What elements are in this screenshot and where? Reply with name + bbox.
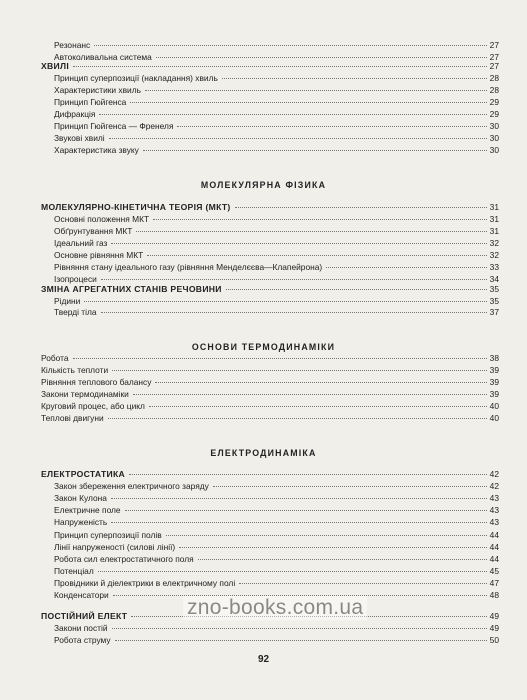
toc-entry-page: 44 xyxy=(489,542,499,552)
toc-leader xyxy=(239,583,487,584)
toc-leader xyxy=(136,231,487,232)
toc-entry xyxy=(41,413,499,424)
toc-entry xyxy=(54,542,499,553)
toc-leader xyxy=(112,370,487,371)
toc-entry-label: Основне рівняння МКТ xyxy=(54,250,144,260)
toc-entry-page: 35 xyxy=(489,284,499,294)
toc-entry-page: 49 xyxy=(489,623,499,633)
section-heading: ОСНОВИ ТЕРМОДИНАМІКИ xyxy=(191,342,336,352)
toc-leader xyxy=(179,547,487,548)
toc-leader xyxy=(326,267,487,268)
toc-leader xyxy=(133,394,487,395)
toc-entry xyxy=(54,578,499,589)
toc-entry-label: ХВИЛІ xyxy=(41,61,70,71)
toc-entry-label: ЕЛЕКТРОСТАТИКА xyxy=(41,469,126,479)
toc-entry-page: 42 xyxy=(489,481,499,491)
toc-entry xyxy=(54,505,499,516)
toc-entry xyxy=(54,40,499,51)
toc-entry-page: 43 xyxy=(489,517,499,527)
toc-entry-page: 32 xyxy=(489,250,499,260)
toc-entry-page: 33 xyxy=(489,262,499,272)
toc-leader xyxy=(155,382,487,383)
toc-entry-label: Принцип Гюйгенса xyxy=(54,97,127,107)
toc-leader xyxy=(129,474,487,475)
toc-entry xyxy=(54,481,499,492)
toc-entry xyxy=(54,214,499,225)
toc-entry-label: Закони постій xyxy=(54,623,108,633)
toc-entry-page: 35 xyxy=(489,296,499,306)
toc-entry-page: 27 xyxy=(489,40,499,50)
toc-entry-label: Конденсатори xyxy=(54,590,109,600)
toc-leader xyxy=(125,510,487,511)
toc-entry-label: Лінії напруженості (силові лінії) xyxy=(54,542,176,552)
toc-leader xyxy=(143,150,487,151)
toc-entry-page: 39 xyxy=(489,389,499,399)
toc-entry xyxy=(54,566,499,577)
toc-entry-label: МОЛЕКУЛЯРНО-КІНЕТИЧНА ТЕОРІЯ (МКТ) xyxy=(41,202,231,212)
toc-entry-page: 31 xyxy=(489,202,499,212)
toc-entry-page: 38 xyxy=(489,353,499,363)
toc-entry-page: 37 xyxy=(489,307,499,317)
toc-entry-page: 31 xyxy=(489,214,499,224)
toc-entry xyxy=(54,73,499,84)
toc-leader xyxy=(98,571,487,572)
toc-entry xyxy=(54,238,499,249)
toc-leader xyxy=(99,114,487,115)
toc-entry-page: 44 xyxy=(489,530,499,540)
toc-entry-label: ЗМІНА АГРЕГАТНИХ СТАНІВ РЕЧОВИНИ xyxy=(41,284,222,294)
toc-entry-label: Закон Кулона xyxy=(54,493,107,503)
toc-leader xyxy=(108,418,487,419)
toc-entry xyxy=(41,353,499,364)
toc-leader xyxy=(226,289,487,290)
toc-leader xyxy=(101,279,487,280)
toc-entry xyxy=(54,250,499,261)
toc-entry xyxy=(54,493,499,504)
toc-entry-major xyxy=(41,61,499,72)
watermark: zno-books.com.ua xyxy=(183,596,367,620)
toc-entry-label: Обґрунтування МКТ xyxy=(54,226,133,236)
toc-entry xyxy=(54,226,499,237)
toc-entry xyxy=(54,635,499,646)
toc-entry xyxy=(54,145,499,156)
toc-entry-page: 27 xyxy=(489,61,499,71)
toc-leader xyxy=(222,78,487,79)
toc-entry-page: 27 xyxy=(489,52,499,62)
toc-entry-page: 28 xyxy=(489,73,499,83)
toc-entry-page: 30 xyxy=(489,145,499,155)
toc-leader xyxy=(147,255,487,256)
toc-entry-page: 30 xyxy=(489,121,499,131)
toc-entry-label: Круговий процес, або цикл xyxy=(41,401,145,411)
toc-entry-label: Принцип суперпозиції (накладання) хвиль xyxy=(54,73,218,83)
toc-entry xyxy=(54,530,499,541)
section-heading: ЕЛЕКТРОДИНАМІКА xyxy=(210,448,317,458)
toc-entry xyxy=(41,389,499,400)
section-heading: МОЛЕКУЛЯРНА ФІЗИКА xyxy=(200,180,327,190)
toc-entry xyxy=(54,109,499,120)
toc-entry xyxy=(54,554,499,565)
toc-entry xyxy=(54,121,499,132)
toc-entry-page: 50 xyxy=(489,635,499,645)
toc-entry-page: 48 xyxy=(489,590,499,600)
toc-entry-page: 39 xyxy=(489,377,499,387)
toc-entry xyxy=(54,517,499,528)
toc-entry xyxy=(54,623,499,634)
toc-entry xyxy=(41,401,499,412)
toc-leader xyxy=(177,126,487,127)
toc-leader xyxy=(115,640,487,641)
toc-entry-label: Тверді тіла xyxy=(54,307,97,317)
toc-entry-major xyxy=(41,284,499,295)
toc-entry-label: Основні положення МКТ xyxy=(54,214,150,224)
toc-entry-label: Теплові двигуни xyxy=(41,413,104,423)
toc-entry xyxy=(54,133,499,144)
toc-leader xyxy=(166,535,487,536)
toc-entry xyxy=(54,262,499,273)
toc-leader xyxy=(101,312,487,313)
toc-entry xyxy=(54,85,499,96)
toc-entry-label: Потенціал xyxy=(54,566,94,576)
toc-leader xyxy=(111,522,487,523)
toc-entry-page: 43 xyxy=(489,493,499,503)
toc-entry-page: 29 xyxy=(489,97,499,107)
toc-entry-page: 32 xyxy=(489,238,499,248)
page-number: 92 xyxy=(257,654,270,665)
toc-leader xyxy=(73,358,487,359)
toc-entry-label: Принцип Гюйгенса — Френеля xyxy=(54,121,174,131)
toc-entry-label: Ідеальний газ xyxy=(54,238,108,248)
toc-entry-label: Резонанс xyxy=(54,40,91,50)
toc-entry xyxy=(54,307,499,318)
toc-entry-label: Закони термодинаміки xyxy=(41,389,129,399)
toc-entry-label: Робота струму xyxy=(54,635,111,645)
toc-entry xyxy=(41,377,499,388)
toc-entry-page: 34 xyxy=(489,274,499,284)
toc-entry-page: 42 xyxy=(489,469,499,479)
toc-entry-major xyxy=(41,202,499,213)
toc-leader xyxy=(156,57,487,58)
toc-leader xyxy=(73,66,487,67)
toc-entry-label: Характеристики хвиль xyxy=(54,85,141,95)
toc-leader xyxy=(84,301,487,302)
toc-entry-label: Рідини xyxy=(54,296,81,306)
toc-entry-page: 40 xyxy=(489,401,499,411)
toc-entry-label: ПОСТІЙНИЙ ЕЛЕКТ xyxy=(41,611,128,621)
toc-entry-major xyxy=(41,469,499,480)
toc-entry-label: Рівняння теплового балансу xyxy=(41,377,152,387)
toc-entry-label: Рівняння стану ідеального газу (рівняння Менделєєва—Клапейрона) xyxy=(54,262,323,272)
toc-entry-page: 31 xyxy=(489,226,499,236)
toc-entry-page: 43 xyxy=(489,505,499,515)
toc-leader xyxy=(235,207,487,208)
toc-entry-label: Провідники й діелектрики в електричному полі xyxy=(54,578,236,588)
toc-leader xyxy=(130,102,487,103)
toc-entry-page: 40 xyxy=(489,413,499,423)
toc-leader xyxy=(145,90,487,91)
toc-entry-label: Ізопроцеси xyxy=(54,274,97,284)
toc-entry-page: 30 xyxy=(489,133,499,143)
toc-entry-label: Характеристика звуку xyxy=(54,145,139,155)
toc-entry-label: Кількість теплоти xyxy=(41,365,109,375)
toc-entry-label: Принцип суперпозиції полів xyxy=(54,530,162,540)
toc-entry-label: Автоколивальна система xyxy=(54,52,152,62)
toc-entry xyxy=(54,296,499,307)
toc-leader xyxy=(153,219,487,220)
toc-entry-page: 47 xyxy=(489,578,499,588)
toc-entry-page: 28 xyxy=(489,85,499,95)
toc-leader xyxy=(213,486,487,487)
toc-entry-page: 39 xyxy=(489,365,499,375)
toc-entry-label: Закон збереження електричного заряду xyxy=(54,481,209,491)
toc-entry-label: Звукові хвилі xyxy=(54,133,105,143)
toc-entry-label: Дифракція xyxy=(54,109,96,119)
toc-leader xyxy=(94,45,487,46)
toc-leader xyxy=(111,498,487,499)
toc-entry-label: Робота xyxy=(41,353,69,363)
toc-entry-label: Електричне поле xyxy=(54,505,121,515)
toc-entry-label: Робота сил електростатичного поля xyxy=(54,554,194,564)
toc-leader xyxy=(149,406,487,407)
toc-entry-page: 44 xyxy=(489,554,499,564)
toc-entry xyxy=(54,97,499,108)
toc-entry-page: 29 xyxy=(489,109,499,119)
toc-entry-page: 45 xyxy=(489,566,499,576)
toc-entry-page: 49 xyxy=(489,611,499,621)
toc-leader xyxy=(112,628,487,629)
toc-leader xyxy=(109,138,487,139)
toc-entry-label: Напруженість xyxy=(54,517,108,527)
toc-leader xyxy=(111,243,487,244)
toc-leader xyxy=(198,559,487,560)
toc-entry xyxy=(41,365,499,376)
